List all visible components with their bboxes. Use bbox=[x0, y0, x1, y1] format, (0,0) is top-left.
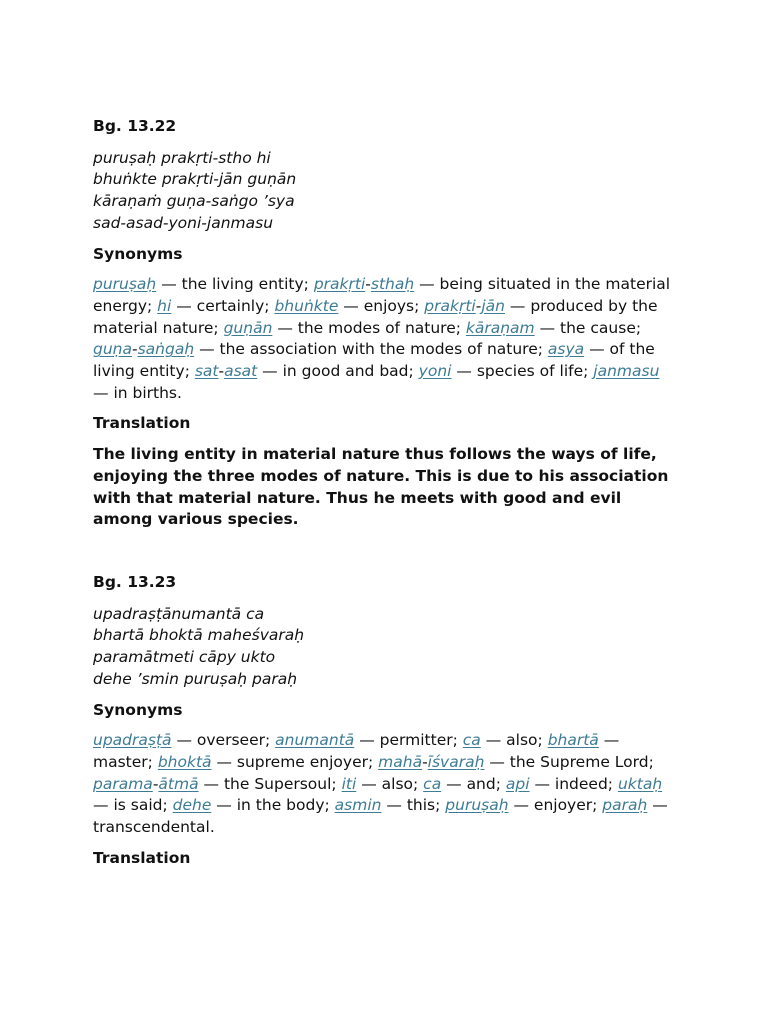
synonym-meaning: supreme enjoyer bbox=[236, 752, 368, 771]
sanskrit-line: bhuṅkte prakṛti-jān guṇān bbox=[93, 170, 297, 189]
synonym-meaning: and bbox=[466, 774, 496, 793]
synonym-word-link[interactable]: jān bbox=[481, 296, 505, 315]
synonym-meaning: the modes of nature bbox=[297, 318, 456, 337]
synonym-word-link[interactable]: paraḥ bbox=[602, 796, 648, 815]
synonym-word-link[interactable]: dehe bbox=[172, 796, 212, 815]
synonym-meaning: also bbox=[381, 774, 414, 793]
synonym-word-link[interactable]: janmasu bbox=[593, 362, 660, 381]
synonym-word-link[interactable]: asya bbox=[547, 340, 585, 359]
synonym-word-link[interactable]: prakṛti bbox=[424, 296, 476, 315]
synonym-meaning: the living entity bbox=[181, 275, 304, 294]
synonym-meaning: produced by the material nature bbox=[93, 296, 658, 337]
synonym-word-link[interactable]: guṇa bbox=[93, 340, 132, 359]
synonym-word-link[interactable]: bhartā bbox=[547, 731, 599, 750]
synonym-word-link[interactable]: api bbox=[505, 774, 530, 793]
synonym-meaning: certainly bbox=[196, 296, 265, 315]
synonym-word-link[interactable]: bhuṅkte bbox=[274, 296, 339, 315]
verse-13-23 bbox=[93, 572, 678, 878]
sanskrit-line: upadraṣṭānumantā ca bbox=[93, 604, 265, 623]
sanskrit-verse bbox=[93, 148, 678, 235]
sanskrit-verse bbox=[93, 604, 678, 691]
synonym-meaning: indeed bbox=[554, 774, 608, 793]
sanskrit-line: sad-asad-yoni-janmasu bbox=[93, 213, 274, 232]
synonym-word-link[interactable]: parama bbox=[93, 774, 153, 793]
synonym-meaning: overseer bbox=[196, 731, 265, 750]
synonym-meaning: of the living entity bbox=[93, 340, 655, 381]
verse-13-22 bbox=[93, 116, 678, 531]
synonym-meaning: the association with the modes of nature bbox=[219, 340, 538, 359]
synonym-word-link[interactable]: ātmā bbox=[158, 774, 199, 793]
synonym-word-link[interactable]: īśvaraḥ bbox=[427, 752, 485, 771]
synonyms-heading: Synonyms bbox=[93, 244, 183, 263]
synonym-word-link[interactable]: puruṣaḥ bbox=[93, 275, 157, 294]
synonyms-list: puruṣaḥ — the living entity; prakṛti-sthaḥ — being situated in the material energy; hi — certainly; bhuṅkte — enjoys; prakṛti-jān — produced by the material nature; guṇān — the modes of nature; kāraṇam — the cause; guṇa-saṅgaḥ — the association with the modes of nature; asya — of the living entity; sat-asat — in good and bad; yoni — species of life; janmasu — in births. bbox=[93, 275, 671, 402]
sanskrit-line: paramātmeti cāpy ukto bbox=[93, 648, 276, 667]
synonym-word-link[interactable]: kāraṇam bbox=[465, 318, 535, 337]
synonym-word-link[interactable]: upadraṣṭā bbox=[93, 731, 172, 750]
synonym-word-link[interactable]: asmin bbox=[334, 796, 382, 815]
synonym-word-link[interactable]: yoni bbox=[418, 362, 452, 381]
verse-reference: Bg. 13.23 bbox=[93, 573, 177, 591]
synonym-word-link[interactable]: prakṛti bbox=[313, 275, 366, 294]
synonym-word-link[interactable]: asat bbox=[224, 362, 258, 381]
synonym-word-link[interactable]: uktaḥ bbox=[617, 774, 663, 793]
synonym-meaning: enjoys bbox=[363, 296, 415, 315]
synonym-word-link[interactable]: sthaḥ bbox=[370, 275, 415, 294]
synonym-word-link[interactable]: iti bbox=[341, 774, 357, 793]
sanskrit-line: kāraṇaṁ guṇa-saṅgo ’sya bbox=[93, 192, 295, 211]
synonym-meaning: in good and bad bbox=[282, 362, 409, 381]
synonym-meaning: the Supersoul bbox=[223, 774, 332, 793]
translation-heading: Translation bbox=[93, 848, 191, 867]
synonym-word-link[interactable]: sat bbox=[194, 362, 219, 381]
synonym-word-link[interactable]: anumantā bbox=[275, 731, 355, 750]
synonym-meaning: this bbox=[406, 796, 436, 815]
synonym-meaning: is said bbox=[113, 796, 163, 815]
sanskrit-line: puruṣaḥ prakṛti-stho hi bbox=[93, 148, 271, 167]
synonym-meaning: the cause bbox=[560, 318, 636, 337]
synonym-meaning: also bbox=[506, 731, 538, 750]
synonym-word-link[interactable]: guṇān bbox=[223, 318, 273, 337]
synonym-meaning: in births bbox=[113, 383, 177, 402]
sanskrit-line: bhartā bhoktā maheśvaraḥ bbox=[93, 626, 305, 645]
synonym-word-link[interactable]: mahā bbox=[378, 752, 423, 771]
synonym-meaning: transcendental bbox=[93, 818, 210, 837]
synonym-word-link[interactable]: ca bbox=[423, 774, 442, 793]
synonym-meaning: master bbox=[93, 752, 148, 771]
synonym-word-link[interactable]: ca bbox=[462, 731, 481, 750]
synonym-word-link[interactable]: bhoktā bbox=[157, 752, 212, 771]
verse-reference: Bg. 13.22 bbox=[93, 117, 177, 135]
synonym-meaning: enjoyer bbox=[533, 796, 593, 815]
synonym-word-link[interactable]: puruṣaḥ bbox=[445, 796, 509, 815]
synonyms-heading: Synonyms bbox=[93, 700, 183, 719]
synonym-meaning: permitter bbox=[379, 731, 453, 750]
synonyms-list: upadraṣṭā — overseer; anumantā — permitter; ca — also; bhartā — master; bhoktā — supreme enjoyer; mahā-īśvaraḥ — the Supreme Lord; parama-ātmā — the Supersoul; iti — also; ca — and; api — indeed; uktaḥ — is said; dehe — in the body; asmin — this; puruṣaḥ — enjoyer; paraḥ — transcendental. bbox=[93, 731, 668, 837]
synonym-meaning: in the body bbox=[236, 796, 325, 815]
synonym-word-link[interactable]: saṅgaḥ bbox=[137, 340, 195, 359]
synonym-word-link[interactable]: hi bbox=[157, 296, 172, 315]
synonym-meaning: species of life bbox=[476, 362, 584, 381]
translation-text: The living entity in material nature thus follows the ways of life, enjoying the three modes of nature. This is due to his association with that material nature. Thus he meets with good and evil among various species. bbox=[93, 445, 669, 529]
sanskrit-line: dehe ’smin puruṣaḥ paraḥ bbox=[93, 669, 298, 688]
synonym-meaning: the Supreme Lord bbox=[509, 752, 649, 771]
translation-heading: Translation bbox=[93, 414, 191, 433]
synonym-meaning: being situated in the material energy bbox=[93, 275, 671, 315]
